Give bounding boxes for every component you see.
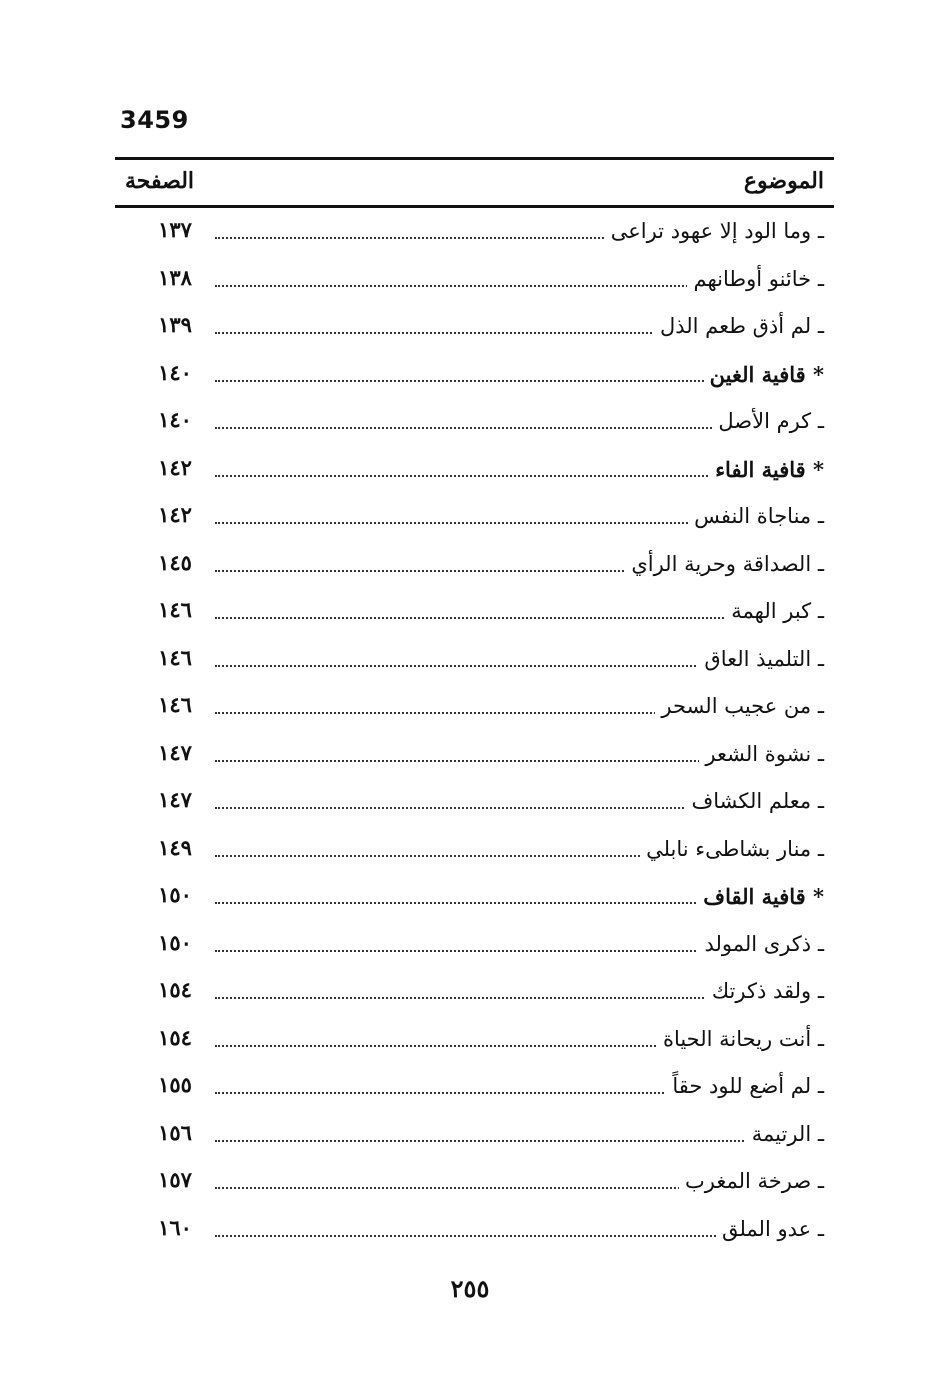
toc-entry [115, 258, 834, 306]
toc-entry-page-number: ١٤٢ [158, 502, 192, 527]
toc-entry-page-number: ١٤٩ [158, 834, 192, 860]
toc-entry-title: ـ معلم الكشاف [685, 789, 824, 813]
toc-entry-title: ـ ذكرى المولد [698, 932, 824, 956]
toc-entry-page-number: ١٥٦ [158, 1119, 192, 1145]
toc-entry-title: ـ الرتيمة [746, 1122, 824, 1146]
toc-entry [115, 590, 834, 638]
toc-header [115, 160, 834, 205]
toc-entry-page-number: ١٥٤ [158, 977, 192, 1002]
toc-entry-page-number: ١٤٢ [158, 454, 192, 480]
toc-entry-title: ـ صرخة المغرب [679, 1169, 824, 1193]
toc-entry-title: ـ لم أذق طعم الذل [654, 314, 824, 338]
toc-entry [115, 733, 834, 781]
toc-entry [115, 1065, 834, 1113]
header-bottom-rule [115, 205, 834, 208]
toc-entry-title: ـ خائنو أوطانهم [687, 267, 824, 291]
toc-entry-title: ـ وما الود إلا عهود تراعى [605, 219, 824, 243]
toc-entry-title: ـ كبر الهمة [725, 599, 824, 623]
toc-entry [115, 638, 834, 686]
toc-entry-title: ـ مناجاة النفس [688, 504, 824, 528]
toc-entry [115, 543, 834, 591]
toc-entry-title: ـ التلميذ العاق [698, 647, 824, 671]
toc-entry-page-number: ١٤٧ [158, 739, 192, 765]
toc-section-heading [115, 448, 834, 496]
toc-entry-title: ـ ولقد ذكرتك [706, 979, 824, 1003]
subject-column-label: الموضوع [743, 168, 824, 194]
toc-entry-page-number: ١٥٤ [158, 1024, 192, 1050]
toc-entry-page-number: ١٥٧ [158, 1167, 192, 1192]
toc-entry-page-number: ١٤٦ [158, 692, 192, 717]
toc-entry-page-number: ١٥٥ [158, 1072, 192, 1097]
toc-entry-page-number: ١٥٠ [158, 882, 192, 907]
toc-entry [115, 828, 834, 876]
toc-entry-title: * قافية الغين [704, 362, 824, 387]
toc-entry-title: * قافية الفاء [709, 457, 824, 482]
dot-leader [215, 1140, 824, 1142]
top-page-number: 3459 [120, 106, 189, 134]
toc-entry-title: ـ عدو الملق [716, 1217, 824, 1241]
toc-list [115, 210, 834, 1255]
toc-entry [115, 400, 834, 448]
toc-entry [115, 305, 834, 353]
toc-entry-title: ـ نشوة الشعر [699, 742, 824, 766]
toc-entry [115, 1208, 834, 1256]
toc-entry-title: ـ من عجيب السحر [655, 694, 824, 718]
toc-entry [115, 923, 834, 971]
toc-entry-page-number: ١٤٦ [158, 597, 192, 622]
toc-entry [115, 495, 834, 543]
toc-entry-page-number: ١٤٧ [158, 787, 192, 812]
toc-entry [115, 1113, 834, 1161]
toc-entry-title: ـ كرم الأصل [712, 409, 824, 433]
page-column-label: الصفحة [125, 168, 195, 194]
toc-entry-page-number: ١٦٠ [158, 1214, 192, 1240]
toc-entry [115, 1018, 834, 1066]
toc-entry-page-number: ١٤٥ [158, 549, 192, 575]
toc-entry-page-number: ١٤٠ [158, 359, 192, 385]
toc-entry [115, 780, 834, 828]
toc-section-heading [115, 875, 834, 923]
toc-entry [115, 1160, 834, 1208]
toc-entry [115, 210, 834, 258]
toc-entry-page-number: ١٤٦ [158, 644, 192, 670]
toc-entry-title: * قافية القاف [697, 884, 824, 909]
toc-entry-page-number: ١٥٠ [158, 929, 192, 955]
toc-entry-page-number: ١٤٠ [158, 407, 192, 432]
toc-entry-page-number: ١٣٩ [158, 312, 192, 337]
toc-entry-title: ـ الصداقة وحرية الرأي [625, 552, 824, 576]
bottom-page-number: ٢٥٥ [450, 1274, 490, 1303]
toc-entry-title: ـ لم أضع للود حقاً [666, 1074, 824, 1098]
toc-section-heading [115, 353, 834, 401]
toc-entry-title: ـ منار بشاطىء نابلي [640, 837, 824, 861]
toc-entry-page-number: ١٣٧ [158, 217, 192, 242]
toc-entry-title: ـ أنت ريحانة الحياة [657, 1027, 824, 1051]
toc-entry [115, 970, 834, 1018]
toc-entry [115, 685, 834, 733]
toc-entry-page-number: ١٣٨ [158, 264, 192, 290]
